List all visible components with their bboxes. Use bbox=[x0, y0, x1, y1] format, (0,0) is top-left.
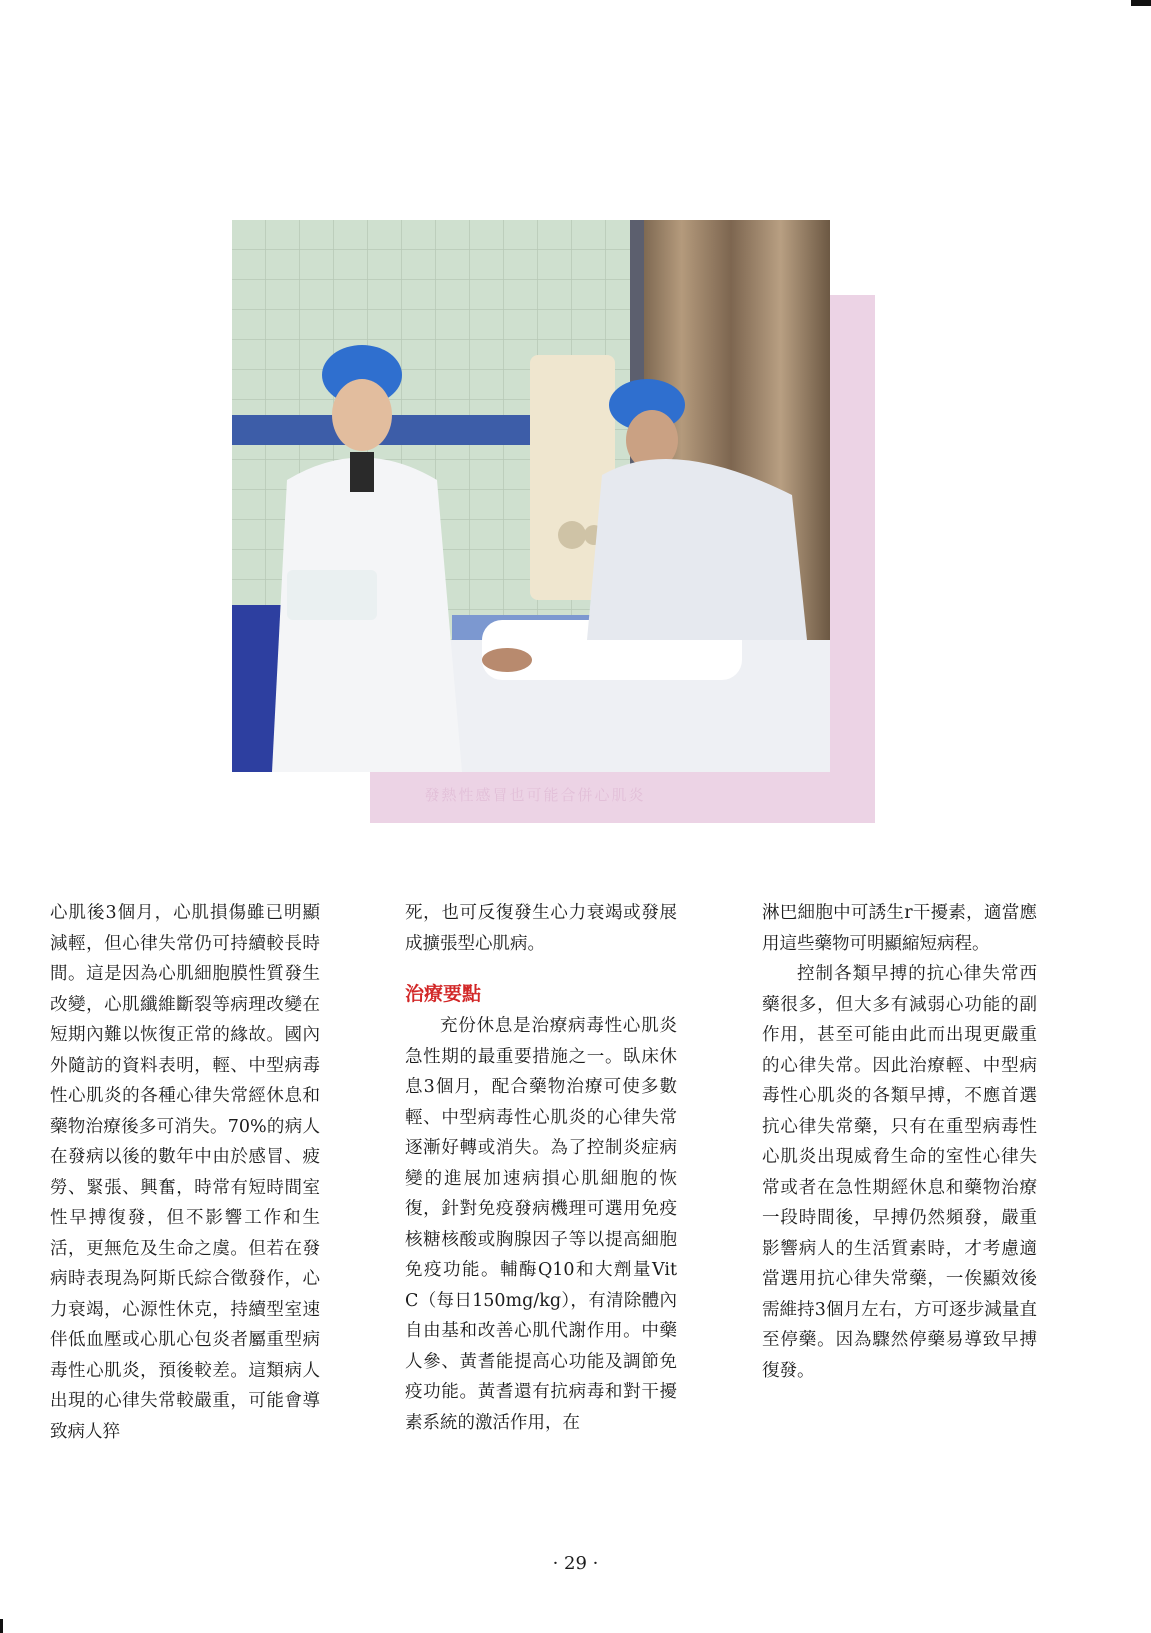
photo-doctors-ward-icon bbox=[232, 220, 830, 772]
page-number: · 29 · bbox=[552, 1553, 599, 1574]
hospital-ward-photo bbox=[232, 220, 830, 772]
corner-mark bbox=[0, 1619, 3, 1633]
column-3-top-text: 淋巴細胞中可誘生r干擾素，適當應用這些藥物可明顯縮短病程。 bbox=[762, 903, 1037, 954]
column-1-text: 心肌後3個月，心肌損傷雖已明顯減輕，但心律失常仍可持續較長時間。這是因為心肌細胞膜性質發生改變，心肌纖維斷裂等病理改變在短期內難以恢復正常的緣故。國內外隨訪的資料表明，輕、中型病毒性心肌炎的各種心律失常經休息和藥物治療後多可消失。70%的病人在發病以後的數年中由於感冒、疲勞、緊張、興奮，時常有短時間室性早搏復發，但不影響工作和生活，更無危及生命之虞。但若在發病時表現為阿斯氏綜合徵發作，心力衰竭，心源性休克，持續型室速伴低血壓或心肌心包炎者屬重型病毒性心肌炎，預後較差。這類病人出現的心律失常較嚴重，可能會導致病人猝 bbox=[50, 903, 320, 1442]
column-3 bbox=[762, 898, 1037, 1386]
section-heading-treatment: 治療要點 bbox=[405, 983, 482, 1005]
column-2-top-text: 死，也可反復發生心力衰竭或發展成擴張型心肌病。 bbox=[405, 903, 677, 954]
column-2 bbox=[405, 898, 677, 1438]
page-edge-mark bbox=[1131, 0, 1151, 6]
photo-caption: 發熱性感冒也可能合併心肌炎 bbox=[424, 786, 646, 804]
column-1 bbox=[50, 898, 320, 1447]
column-3-body-text: 控制各類早搏的抗心律失常西藥很多，但大多有減弱心功能的副作用，甚至可能由此而出現更嚴重的心律失常。因此治療輕、中型病毒性心肌炎的各類早搏，不應首選抗心律失常藥，只有在重型病毒性心肌炎出現威脅生命的室性心律失常或者在急性期經休息和藥物治療一段時間後，早搏仍然頻發，嚴重影響病人的生活質素時，才考慮適當選用抗心律失常藥，一俟顯效後需維持3個月左右，方可逐步減量直至停藥。因為驟然停藥易導致早搏復發。 bbox=[762, 964, 1037, 1381]
column-2-body-text: 充份休息是治療病毒性心肌炎急性期的最重要措施之一。臥床休息3個月，配合藥物治療可使多數輕、中型病毒性心肌炎的心律失常逐漸好轉或消失。為了控制炎症病變的進展加速病損心肌細胞的恢復，針對免疫發病機理可選用免疫核糖核酸或胸腺因子等以提高細胞免疫功能。輔酶Q10和大劑量Vit C（每日150mg/kg），有清除體內自由基和改善心肌代謝作用。中藥人參、黃耆能提高心功能及調節免疫功能。黃耆還有抗病毒和對干擾素系統的激活作用，在 bbox=[405, 1016, 677, 1433]
